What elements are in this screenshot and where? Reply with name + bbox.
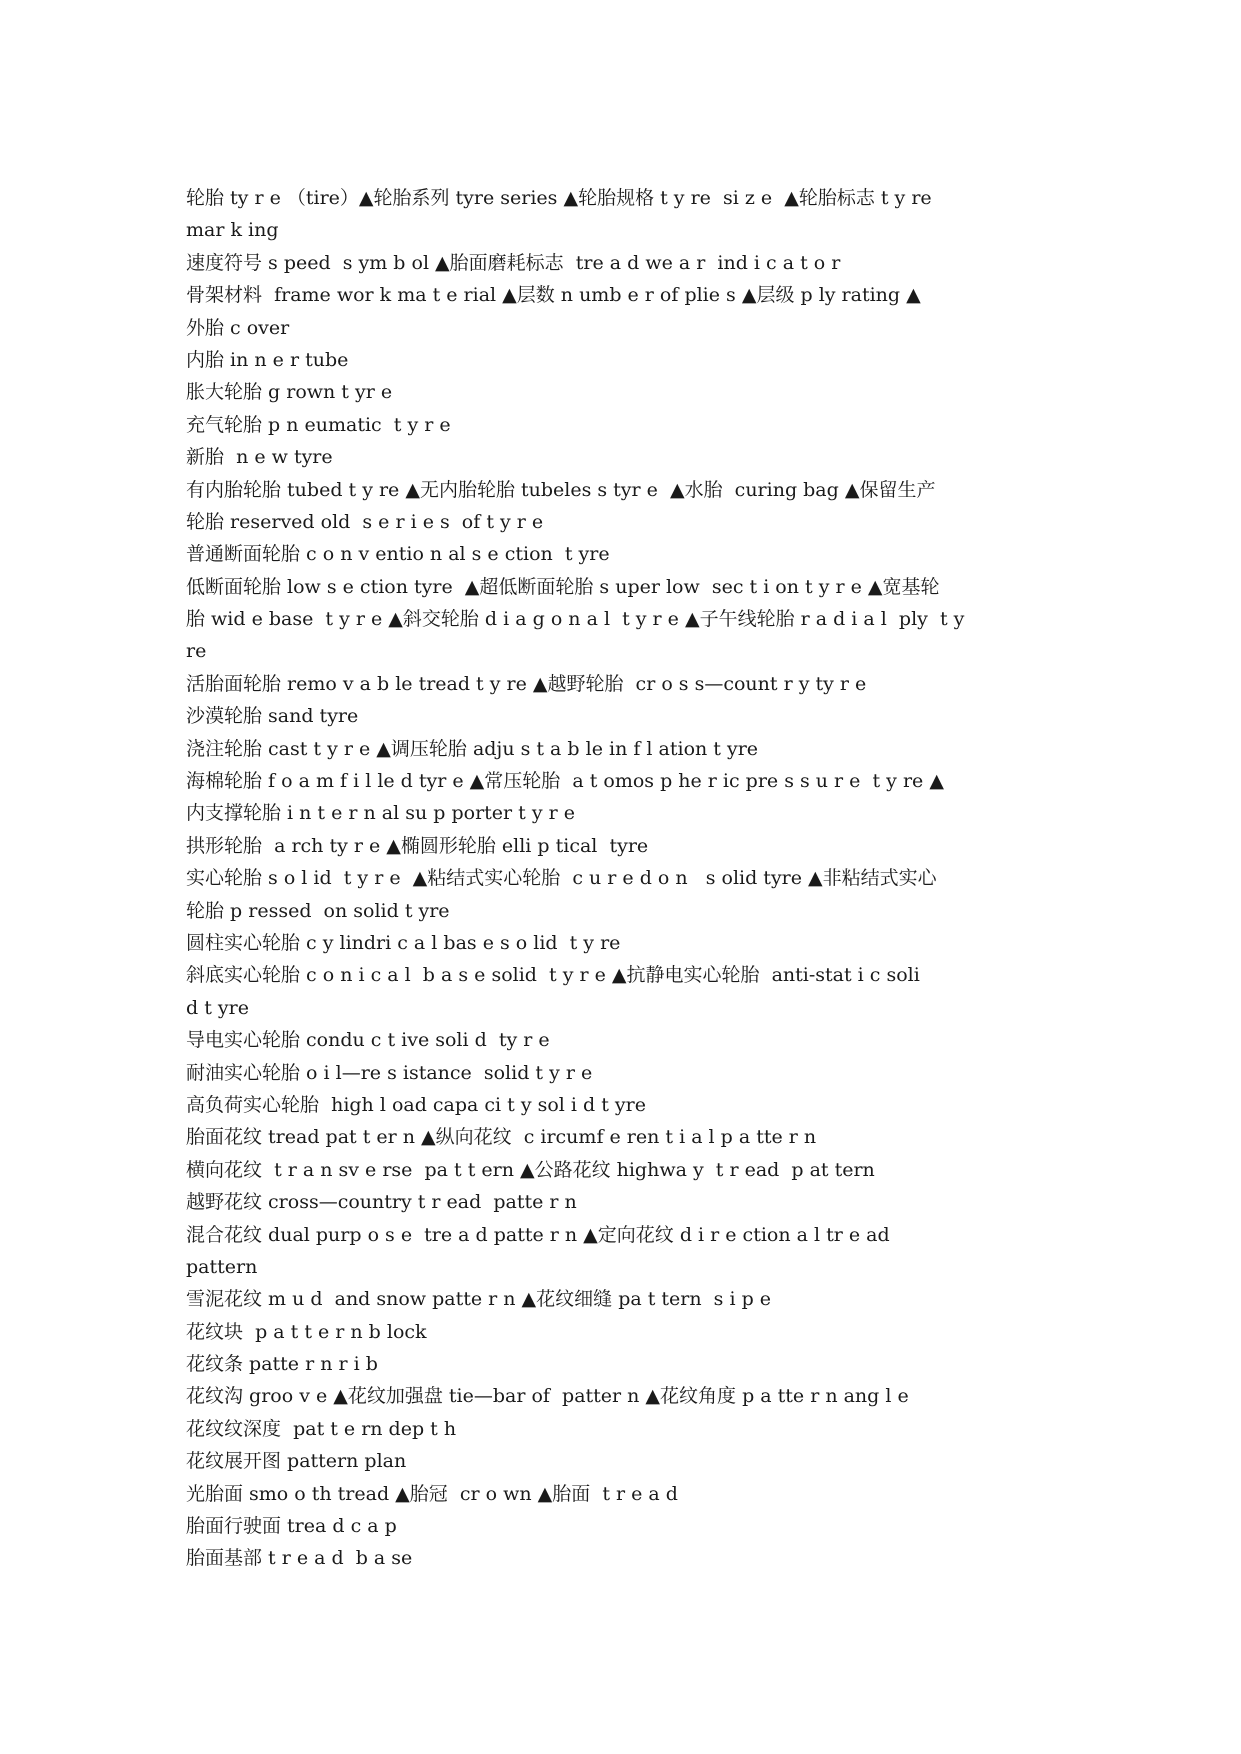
text-line: 耐油实心轮胎 o i l—re s istance solid t y r e: [186, 1061, 593, 1084]
text-line: 内胎 in n e r tube: [186, 348, 349, 371]
text-line: 雪泥花纹 m u d and snow patte r n ▲花纹细缝 pa t tern s i p e: [186, 1288, 772, 1311]
text-line: 胎面行驶面 trea d c a p: [186, 1515, 397, 1538]
text-line: 内支撑轮胎 i n t e r n al su p porter t y r e: [186, 802, 575, 825]
text-line: 胎 wid e base t y r e ▲斜交轮胎 d i a g o n a l t y r e ▲子午线轮胎 r a d i a l ply t y: [186, 608, 965, 631]
text-line: 外胎 c over: [186, 316, 290, 339]
text-line: 花纹块 p a t t e r n b lock: [186, 1320, 427, 1343]
text-line: 海棉轮胎 f o a m f i l le d tyr e ▲常压轮胎 a t omos p he r ic pre s s u r e t y re ▲: [186, 770, 944, 793]
text-line: 胎面基部 t r e a d b a se: [186, 1547, 413, 1570]
text-line: d t yre: [186, 996, 249, 1019]
text-line: 拱形轮胎 a rch ty r e ▲椭圆形轮胎 elli p tical tyre: [186, 834, 649, 857]
text-line: 花纹条 patte r n r i b: [186, 1353, 378, 1376]
text-line: 斜底实心轮胎 c o n i c a l b a s e solid t y r e ▲抗静电实心轮胎 anti-stat i c soli: [186, 964, 920, 987]
text-line: 新胎 n e w tyre: [186, 446, 333, 469]
text-line: 轮胎 ty r e （tire）▲轮胎系列 tyre series ▲轮胎规格 t y re si z e ▲轮胎标志 t y re: [186, 187, 932, 209]
document-body: [186, 182, 1086, 1575]
text-line: 浇注轮胎 cast t y r e ▲调压轮胎 adju s t a b le in f l ation t yre: [186, 737, 759, 760]
text-line: 花纹纹深度 pat t e rn dep t h: [186, 1417, 457, 1440]
text-line: 轮胎 reserved old s e r i e s of t y r e: [186, 510, 544, 533]
text-line: pattern: [186, 1255, 258, 1278]
text-line: 圆柱实心轮胎 c y lindri c a l bas e s o lid t y re: [186, 931, 621, 954]
text-line: re: [186, 640, 207, 663]
text-line: 充气轮胎 p n eumatic t y r e: [186, 413, 451, 436]
text-line: 速度符号 s peed s ym b ol ▲胎面磨耗标志 tre a d we a r ind i c a t o r: [186, 251, 841, 274]
text-line: 高负荷实心轮胎 high l oad capa ci t y sol i d t yre: [186, 1093, 646, 1116]
text-line: 胎面花纹 tread pat t er n ▲纵向花纹 c ircumf e ren t i a l p a tte r n: [186, 1126, 817, 1149]
text-line: 轮胎 p ressed on solid t yre: [186, 899, 450, 922]
text-line: 普通断面轮胎 c o n v entio n al s e ction t yre: [186, 543, 610, 566]
text-line: 有内胎轮胎 tubed t y re ▲无内胎轮胎 tubeles s tyr e ▲水胎 curing bag ▲保留生产: [186, 478, 936, 501]
text-line: 活胎面轮胎 remo v a b le tread t y re ▲越野轮胎 cr o s s—count r y ty r e: [186, 672, 867, 695]
text-line: 混合花纹 dual purp o s e tre a d patte r n ▲定向花纹 d i r e ction a l tr e ad: [186, 1223, 890, 1246]
text-line: 花纹展开图 pattern plan: [186, 1450, 407, 1473]
text-line: 低断面轮胎 low s e ction tyre ▲超低断面轮胎 s uper low sec t i on t y r e ▲宽基轮: [186, 575, 940, 598]
text-line: 导电实心轮胎 condu c t ive soli d ty r e: [186, 1029, 550, 1052]
text-line: 光胎面 smo o th tread ▲胎冠 cr o wn ▲胎面 t r e a d: [186, 1482, 678, 1505]
text-line: 横向花纹 t r a n sv e rse pa t t ern ▲公路花纹 highwa y t r ead p at tern: [186, 1158, 875, 1181]
text-line: 骨架材料 frame wor k ma t e rial ▲层数 n umb e r of plie s ▲层级 p ly rating ▲: [186, 284, 921, 307]
text-line: 实心轮胎 s o l id t y r e ▲粘结式实心轮胎 c u r e d o n s olid tyre ▲非粘结式实心: [186, 867, 937, 890]
text-line: 胀大轮胎 g rown t yr e: [186, 381, 393, 404]
text-line: mar k ing: [186, 219, 279, 242]
text-line: 花纹沟 groo v e ▲花纹加强盘 tie—bar of patter n ▲花纹角度 p a tte r n ang l e: [186, 1385, 909, 1408]
text-line: 沙漠轮胎 sand tyre: [186, 705, 359, 728]
text-line: 越野花纹 cross—country t r ead patte r n: [186, 1191, 577, 1214]
